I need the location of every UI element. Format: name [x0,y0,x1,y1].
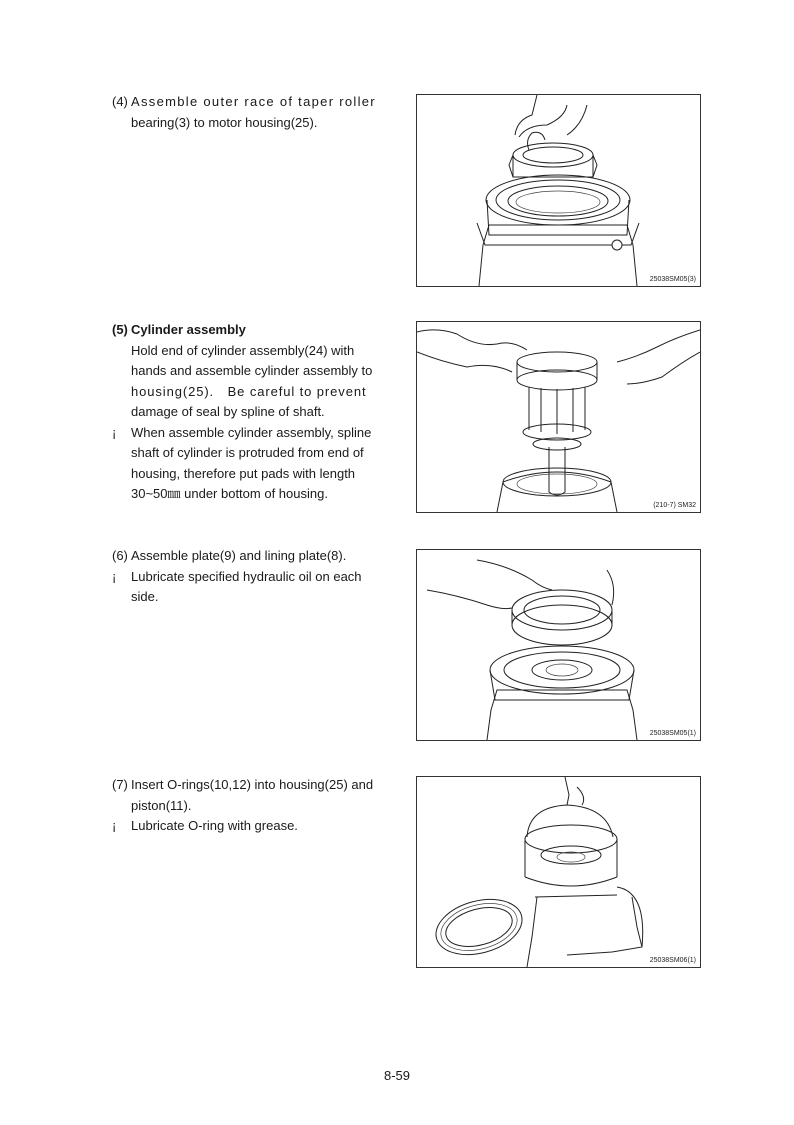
figure-code: 25038SM05(3) [649,276,696,283]
figure-o-ring-insertion [416,776,701,968]
step-text: housing(25). Be careful to prevent [131,383,367,399]
note-text: shaft of cylinder is protruded from end of [131,445,364,460]
step-text: damage of seal by spline of shaft. [131,404,325,419]
step-text: Assemble outer race of taper roller [131,94,376,109]
figure-code: (210-7) SM32 [653,502,696,509]
note-text: Lubricate specified hydraulic oil on each [131,568,362,584]
step-number: (5) [112,322,128,337]
step-4 [112,92,380,133]
note-text: housing, therefore put pads with length [131,465,356,481]
step-text: hands and assemble cylinder assembly to [131,363,373,378]
step-text: piston(11). [131,797,192,813]
figure-code: 25038SM06(1) [649,957,696,964]
illustration-o-rings [417,777,700,967]
note-text: side. [131,589,159,604]
bullet-mark: ¡ [112,568,117,584]
bullet-mark: ¡ [112,818,117,833]
illustration-outer-race [417,95,700,286]
figure-code: 25038SM05(1) [649,730,696,737]
step-text: Insert O-rings(10,12) into housing(25) and [131,777,374,792]
step-text: Hold end of cylinder assembly(24) with [131,342,355,358]
step-text: bearing(3) to motor housing(25). [131,114,318,130]
figure-plate-assembly [416,549,701,741]
illustration-plates [417,550,700,740]
step-text: Assemble plate(9) and lining plate(8). [131,548,347,563]
bullet-mark: ¡ [112,424,117,440]
illustration-cylinder [417,322,700,512]
step-number: (6) [112,548,128,563]
note-text: When assemble cylinder assembly, spline [131,424,372,440]
page-number: 8-59 [383,1068,411,1083]
step-5 [112,320,380,505]
note-text: 30~50㎜ under bottom of housing. [131,486,328,501]
step-heading: Cylinder assembly [131,322,246,337]
step-number: (7) [112,777,128,792]
figure-cylinder-assembly [416,321,701,513]
note-text: Lubricate O-ring with grease. [131,818,298,833]
step-7 [112,775,380,837]
step-number: (4) [112,94,128,109]
step-6 [112,546,380,608]
figure-outer-race-assembly [416,94,701,287]
